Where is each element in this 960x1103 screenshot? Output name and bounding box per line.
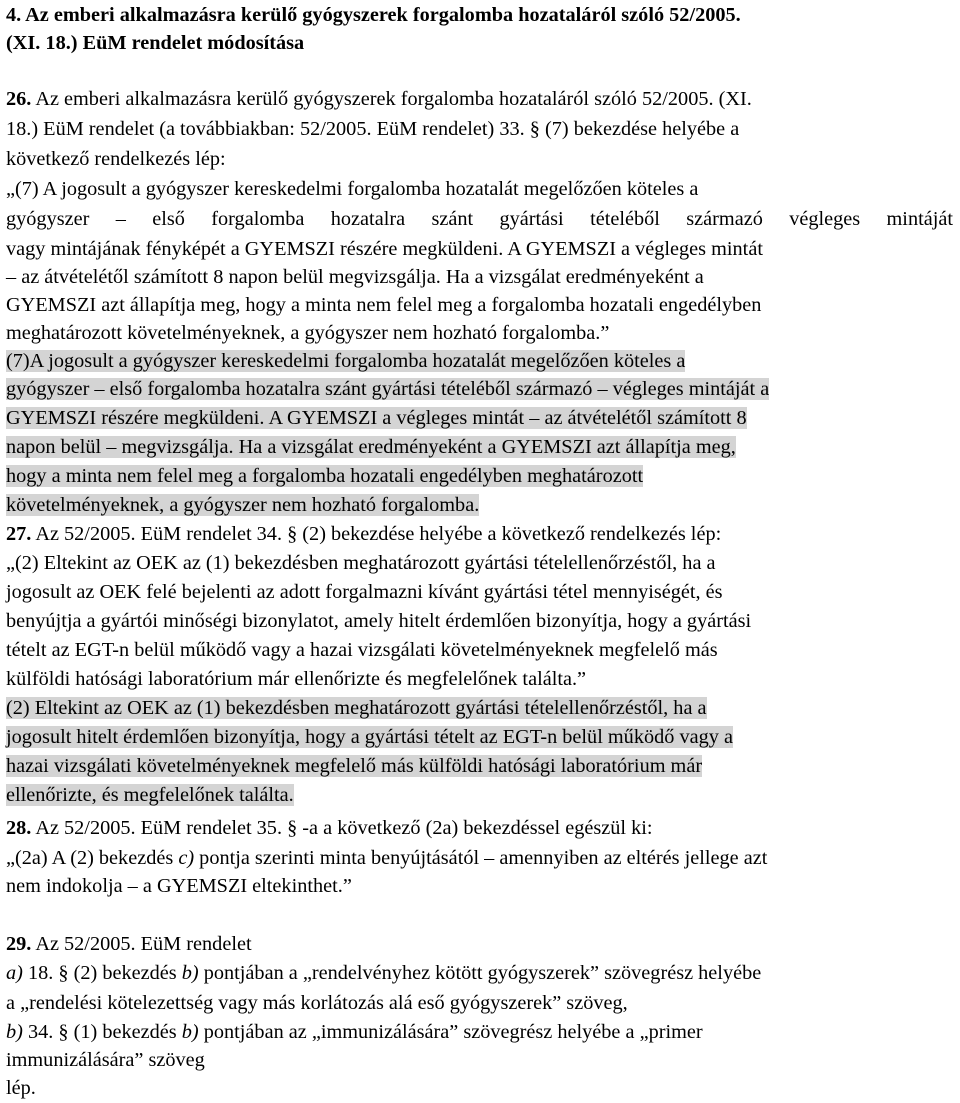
quote-line-6: meghatározott követelményeknek, a gyógyszer nem hozható forgalomba.” bbox=[6, 322, 610, 344]
highlighted-old-text: GYEMSZI részére megküldeni. A GYEMSZI a végleges mintát – az átvételétől számított 8 bbox=[6, 407, 747, 429]
highlighted-old-text: követelményeknek, a gyógyszer nem hozható forgalomba. bbox=[6, 494, 480, 516]
quote-line-3: benyújtja a gyártói minőségi bizonylatot, amely hitelt érdemlően bizonyítja, hogy a gyártási bbox=[6, 610, 752, 632]
section-heading-line-1: 4. Az emberi alkalmazásra kerülő gyógyszerek forgalomba hozataláról szóló 52/2005. bbox=[6, 4, 741, 26]
point-26-line-1 bbox=[6, 84, 752, 114]
quote-line-4: tételt az EGT-n belül működő vagy a hazai vizsgálati követelményeknek megfelelő más bbox=[6, 639, 718, 661]
point-29-item-a bbox=[6, 958, 761, 988]
old-text-line-6 bbox=[6, 490, 479, 520]
section-heading-line-2: (XI. 18.) EüM rendelet módosítása bbox=[6, 32, 305, 54]
highlighted-old-text: hazai vizsgálati követelményeknek megfelelő más külföldi hatósági laboratórium már bbox=[6, 755, 703, 777]
point-number: 26. bbox=[6, 88, 32, 110]
quote-line-1 bbox=[6, 843, 767, 873]
quote-text: „(2a) A (2) bekezdés bbox=[6, 847, 174, 869]
point-29-item-b-line-2: immunizálására” szöveg bbox=[6, 1049, 205, 1071]
quote-line-4: – az átvételétől számított 8 napon belül megvizsgálja. Ha a vizsgálat eredményeként a bbox=[6, 266, 704, 288]
paragraph-text: Az 52/2005. EüM rendelet bbox=[35, 933, 252, 955]
highlighted-old-text: napon belül – megvizsgálja. Ha a vizsgálat eredményeként a GYEMSZI azt állapítja meg, bbox=[6, 436, 736, 458]
point-26-line-2: 18.) EüM rendelet (a továbbiakban: 52/2005. EüM rendelet) 33. § (7) bekezdése helyébe a bbox=[6, 118, 740, 140]
paragraph-text: Az 52/2005. EüM rendelet 34. § (2) bekezdése helyébe a következő rendelkezés lép: bbox=[35, 523, 722, 545]
point-27-line-1 bbox=[6, 519, 721, 549]
highlighted-old-text: (2) Eltekint az OEK az (1) bekezdésben meghatározott gyártási tételellenőrzéstől, ha a bbox=[6, 697, 707, 719]
item-label: a) bbox=[6, 962, 23, 984]
quote-line-5: GYEMSZI azt állapítja meg, hogy a minta nem felel meg a forgalomba hozatali engedélyben bbox=[6, 294, 762, 316]
item-text: 18. § (2) bekezdés bbox=[27, 962, 177, 984]
highlighted-old-text: gyógyszer – első forgalomba hozatalra szánt gyártási tételéből származó – végleges mintáját a bbox=[6, 378, 770, 400]
quote-line-2: jogosult az OEK felé bejelenti az adott forgalmazni kívánt gyártási tétel mennyiségét, és bbox=[6, 581, 723, 603]
quote-line-3: vagy mintájának fényképét a GYEMSZI részére megküldeni. A GYEMSZI a végleges mintát bbox=[6, 238, 763, 260]
letter-reference: b) bbox=[181, 962, 199, 984]
point-29-item-b bbox=[6, 1017, 703, 1047]
point-number: 27. bbox=[6, 523, 32, 545]
point-number: 29. bbox=[6, 933, 32, 955]
highlighted-old-text: (7)A jogosult a gyógyszer kereskedelmi forgalomba hozatalát megelőzően köteles a bbox=[6, 350, 686, 372]
old-text-line-3 bbox=[6, 751, 702, 781]
quote-line-5: külföldi hatósági laboratórium már ellenőrizte és megfelelőnek találta.” bbox=[6, 668, 587, 690]
quote-line-1: „(7) A jogosult a gyógyszer kereskedelmi forgalomba hozatalát megelőzően köteles a bbox=[6, 178, 699, 200]
item-label: b) bbox=[6, 1021, 23, 1043]
quote-line-1: „(2) Eltekint az OEK az (1) bekezdésben meghatározott gyártási tételellenőrzéstől, ha a bbox=[6, 552, 716, 574]
quote-text: pontja szerinti minta benyújtásától – amennyiben az eltérés jellege azt bbox=[199, 847, 768, 869]
point-29-item-b-line-3: lép. bbox=[6, 1077, 36, 1099]
old-text-line-2 bbox=[6, 374, 769, 404]
old-text-line-1 bbox=[6, 346, 685, 376]
old-text-line-1 bbox=[6, 693, 707, 723]
old-text-line-3 bbox=[6, 403, 747, 433]
letter-reference: c) bbox=[178, 847, 195, 869]
quote-line-2: gyógyszer – első forgalomba hozatalra szánt gyártási tételéből származó végleges mintáját bbox=[6, 208, 953, 230]
highlighted-old-text: ellenőrizte, és megfelelőnek találta. bbox=[6, 784, 294, 806]
old-text-line-5 bbox=[6, 461, 643, 491]
item-text: pontjában az „immunizálására” szövegrész helyébe a „primer bbox=[203, 1021, 703, 1043]
old-text-line-4 bbox=[6, 780, 294, 810]
point-29-item-a-line-2: a „rendelési kötelezettség vagy más korlátozás alá eső gyógyszerek” szöveg, bbox=[6, 992, 628, 1014]
point-29-line-1 bbox=[6, 929, 252, 959]
highlighted-old-text: hogy a minta nem felel meg a forgalomba hozatali engedélyben meghatározott bbox=[6, 465, 644, 487]
old-text-line-4 bbox=[6, 432, 736, 462]
point-28-line-1 bbox=[6, 813, 653, 843]
old-text-line-2 bbox=[6, 722, 733, 752]
highlighted-old-text: jogosult hitelt érdemlően bizonyítja, hogy a gyártási tételt az EGT-n belül működő vagy a bbox=[6, 726, 733, 748]
item-text: 34. § (1) bekezdés bbox=[27, 1021, 177, 1043]
paragraph-text: Az 52/2005. EüM rendelet 35. § -a a következő (2a) bekezdéssel egészül ki: bbox=[35, 817, 653, 839]
letter-reference: b) bbox=[181, 1021, 199, 1043]
quote-line-2: nem indokolja – a GYEMSZI eltekinthet.” bbox=[6, 875, 352, 897]
point-26-line-3: következő rendelkezés lép: bbox=[6, 148, 226, 170]
point-number: 28. bbox=[6, 817, 32, 839]
item-text: pontjában a „rendelvényhez kötött gyógyszerek” szövegrész helyébe bbox=[203, 962, 762, 984]
paragraph-text: Az emberi alkalmazásra kerülő gyógyszerek forgalomba hozataláról szóló 52/2005. (XI. bbox=[35, 88, 752, 110]
